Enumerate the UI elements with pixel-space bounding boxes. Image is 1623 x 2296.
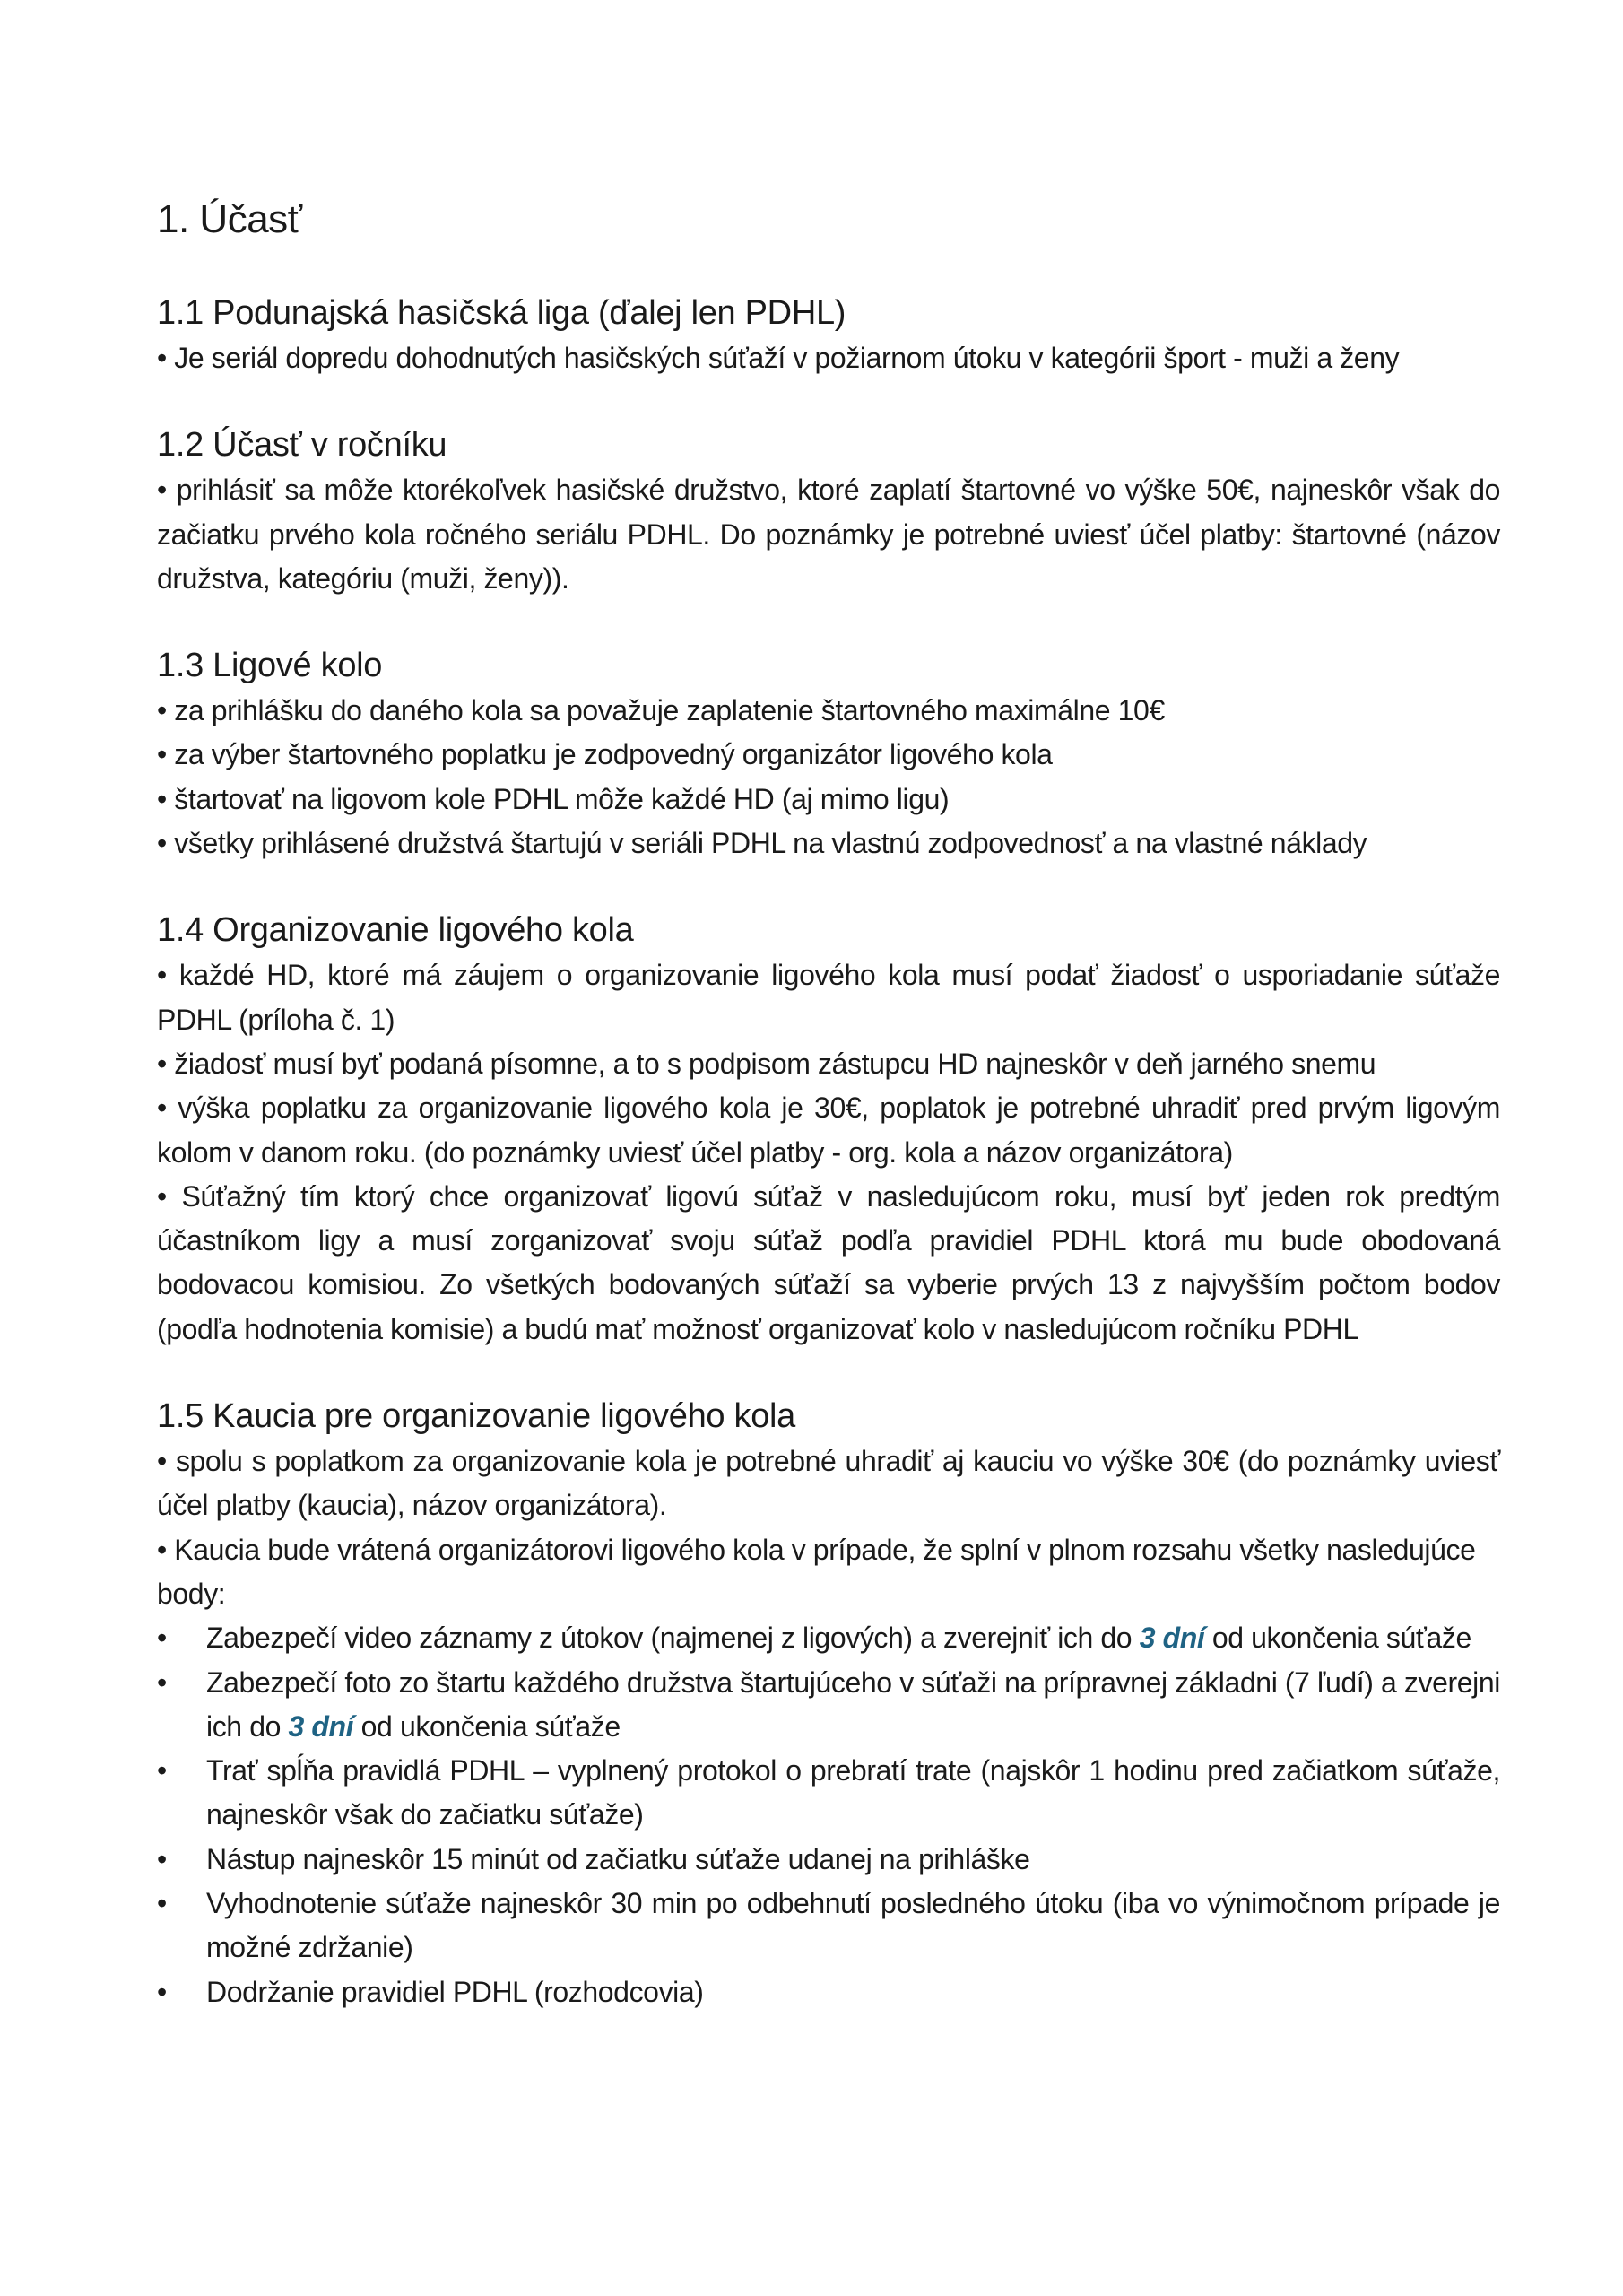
list-item: • Zabezpečí foto zo štartu každého družstva štartujúceho v súťaži na prípravnej základni (7 ľudí) a zverejni ich do 3 dní od ukončenia súťaže (157, 1661, 1500, 1750)
section-heading: 1.5 Kaucia pre organizovanie ligového kola (157, 1397, 795, 1436)
paragraph: • všetky prihlásené družstvá štartujú v seriáli PDHL na vlastnú zodpovednosť a na vlastné náklady (157, 827, 1367, 860)
paragraph: • prihlásiť sa môže ktorékoľvek hasičské družstvo, ktoré zaplatí štartovné vo výške 50€, najneskôr však do začiatku prvého kola ročného seriálu PDHL. Do poznámky je potrebné uviesť účel platby: štartovné (názov družstva, kategóriu (muži, ženy)). (157, 474, 1500, 595)
list-item: • Dodržanie pravidiel PDHL (rozhodcovia) (157, 1970, 1500, 2014)
highlight-text: 3 dní (288, 1709, 354, 1743)
paragraph: • výška poplatku za organizovanie ligového kola je 30€, poplatok je potrebné uhradiť pred prvým ligovým kolom v danom roku. (do poznámky uviesť účel platby - org. kola a názov organizátora) (157, 1091, 1500, 1169)
paragraph: • za výber štartovného poplatku je zodpovedný organizátor ligového kola (157, 738, 1053, 771)
section-1-3 (157, 642, 1500, 865)
section-1-2 (157, 422, 1500, 601)
bullet-icon: • (157, 1975, 167, 2008)
section-heading: 1.1 Podunajská hasičská liga (ďalej len PDHL) (157, 294, 846, 332)
paragraph: • Je seriál dopredu dohodnutých hasičských súťaží v požiarnom útoku v kategórii šport - muži a ženy (157, 342, 1400, 374)
paragraph: • za prihlášku do daného kola sa považuje zaplatenie štartovného maximálne 10€ (157, 694, 1165, 727)
page-title: 1. Účasť (157, 197, 302, 241)
paragraph: • štartovať na ligovom kole PDHL môže každé HD (aj mimo ligu) (157, 782, 950, 815)
section-heading: 1.4 Organizovanie ligového kola (157, 911, 634, 950)
section-heading: 1.3 Ligové kolo (157, 647, 383, 685)
list-item: • Trať spĺňa pravidlá PDHL – vyplnený protokol o prebratí trate (najskôr 1 hodinu pred začiatkom súťaže, najneskôr však do začiatku súťaže) (157, 1749, 1500, 1838)
list-item: • Vyhodnotenie súťaže najneskôr 30 min po odbehnutí posledného útoku (iba vo výnimočnom prípade je možné zdržanie) (157, 1882, 1500, 1970)
conditions-list (157, 1616, 1500, 2014)
bullet-icon: • (157, 1754, 167, 1787)
bullet-icon: • (157, 1622, 167, 1655)
list-item: • Nástup najneskôr 15 minút od začiatku súťaže udanej na prihláške (157, 1838, 1500, 1882)
section-1-5 (157, 1393, 1500, 2014)
section-heading: 1.2 Účasť v ročníku (157, 426, 447, 465)
paragraph: • spolu s poplatkom za organizovanie kola je potrebné uhradiť aj kauciu vo výške 30€ (do poznámky uviesť účel platby (kaucia), názov organizátora). (157, 1445, 1500, 1522)
paragraph: • žiadosť musí byť podaná písomne, a to s podpisom zástupcu HD najneskôr v deň jarného snemu (157, 1047, 1376, 1080)
bullet-icon: • (157, 1665, 167, 1699)
bullet-icon: • (157, 1842, 167, 1875)
bullet-icon: • (157, 1887, 167, 1920)
document-page (157, 193, 1500, 2056)
section-1-1 (157, 290, 1500, 380)
paragraph: • Súťažný tím ktorý chce organizovať ligovú súťaž v nasledujúcom roku, musí byť jeden rok predtým účastníkom ligy a musí zorganizovať svoju súťaž podľa pravidiel PDHL ktorá mu bude obodovaná bodovacou komisiou. Zo všetkých bodovaných súťaží sa vyberie prvých 13 z najvyšším počtom bodov (podľa hodnotenia komisie) a budú mať možnosť organizovať kolo v nasledujúcom ročníku PDHL (157, 1179, 1500, 1345)
highlight-text: 3 dní (1139, 1622, 1205, 1655)
section-1-4 (157, 907, 1500, 1352)
paragraph: • Kaucia bude vrátená organizátorovi ligového kola v prípade, že splní v plnom rozsahu všetky nasledujúce body: (157, 1533, 1476, 1610)
list-item: • Zabezpečí video záznamy z útokov (najmenej z ligových) a zverejniť ich do 3 dní od ukončenia súťaže (157, 1616, 1500, 1660)
paragraph: • každé HD, ktoré má záujem o organizovanie ligového kola musí podať žiadosť o usporiadanie súťaže PDHL (príloha č. 1) (157, 959, 1500, 1036)
